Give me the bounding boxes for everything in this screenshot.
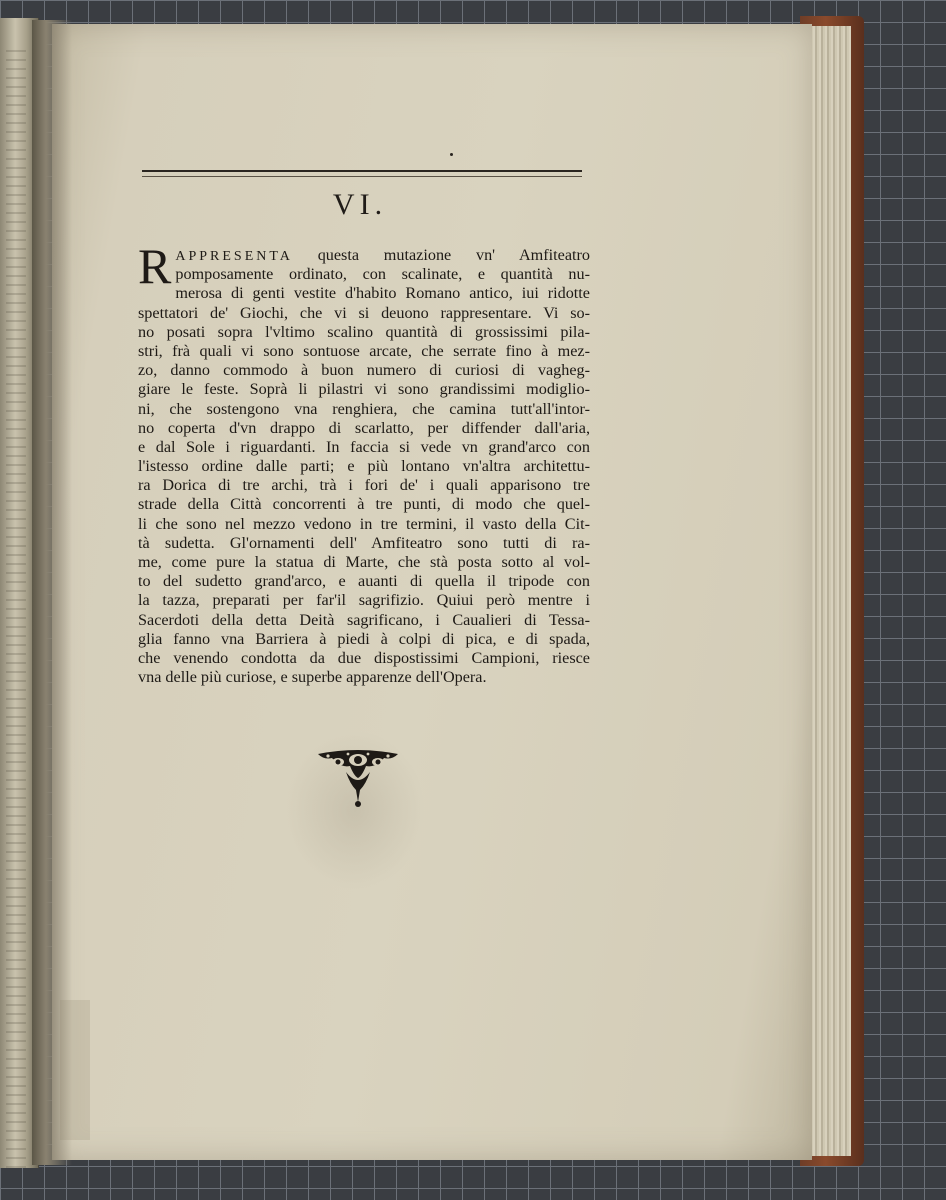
text-line: li che sono nel mezzo vedono in tre termini, il vasto della Cit-	[138, 514, 590, 533]
text-line: no coperta d'vn drappo di scarlatto, per diffender dall'aria,	[138, 418, 590, 437]
text-line: no posati sopra l'vltimo scalino quantità di grossissimi pila-	[138, 322, 590, 341]
text-line: ni, che sostengono vna renghiera, che camina tutt'all'intor-	[138, 399, 590, 418]
text-line: la tazza, preparati per far'il sagrifizio. Quiui però mentre i	[138, 591, 590, 610]
text-line: stri, frà quali vi sono sontuose arcate, che serrate fino à mez-	[138, 341, 590, 360]
fore-edge-pages	[806, 26, 851, 1156]
header-rule-thin	[142, 176, 582, 177]
opening-word: APPRESENTA	[175, 249, 293, 264]
text-line: ra Dorica di tre archi, trà i fori de' i quali apparisono tre	[138, 476, 590, 495]
text-line: giare le feste. Soprà li pilastri vi sono grandissimi modiglio-	[138, 380, 590, 399]
text-line: merosa di genti vestite d'habito Romano antico, iui ridotte	[175, 284, 590, 303]
floral-ornament-icon	[316, 742, 400, 808]
text-line: e dal Sole i riguardanti. In faccia si vede vn grand'arco con	[138, 437, 590, 456]
text-line: Sacerdoti della detta Deità sagrificano, i Caualieri di Tessa-	[138, 610, 590, 629]
gutter-shadow	[32, 20, 72, 1165]
text-line: zo, danno commodo à buon numero di curiosi di vagheg-	[138, 361, 590, 380]
section-heading: VI.	[332, 188, 388, 221]
text-line: spettatori de' Giochi, che vi si deuono rappresentare. Vi so-	[138, 303, 590, 322]
text-line: APPRESENTA questa mutazione vn' Amfiteatro	[175, 246, 590, 264]
section-body-text	[138, 238, 590, 687]
text-line: me, come pure la statua di Marte, che stà posta sotto al vol-	[138, 553, 590, 571]
text-line: strade della Città concorrenti à tre punti, di modo che quel-	[138, 495, 590, 514]
text-line: to del sudetto grand'arco, e auanti di quella il tripode con	[138, 572, 590, 591]
page-stain	[60, 1000, 90, 1140]
text-line: l'istesso ordine dalle parti; e più lontano vn'altra architettu-	[138, 457, 590, 476]
text-line: vna delle più curiose, e superbe apparenze dell'Opera.	[138, 668, 487, 687]
text-line: glia fanno vna Barriera à piedi à colpi di pica, e di spada,	[138, 629, 590, 648]
drop-cap: R	[138, 238, 172, 294]
rule-dot-mark	[450, 153, 453, 156]
text-line: tà sudetta. Gl'ornamenti dell' Amfiteatro sono tutti di ra-	[138, 533, 590, 552]
header-rule-thick	[142, 170, 582, 172]
text-line: che venendo condotta da due dispostissimi Campioni, riesce	[138, 648, 590, 667]
binding-page-edges	[6, 48, 26, 1168]
text-line: pomposamente ordinato, con scalinate, e quantità nu-	[175, 265, 590, 284]
